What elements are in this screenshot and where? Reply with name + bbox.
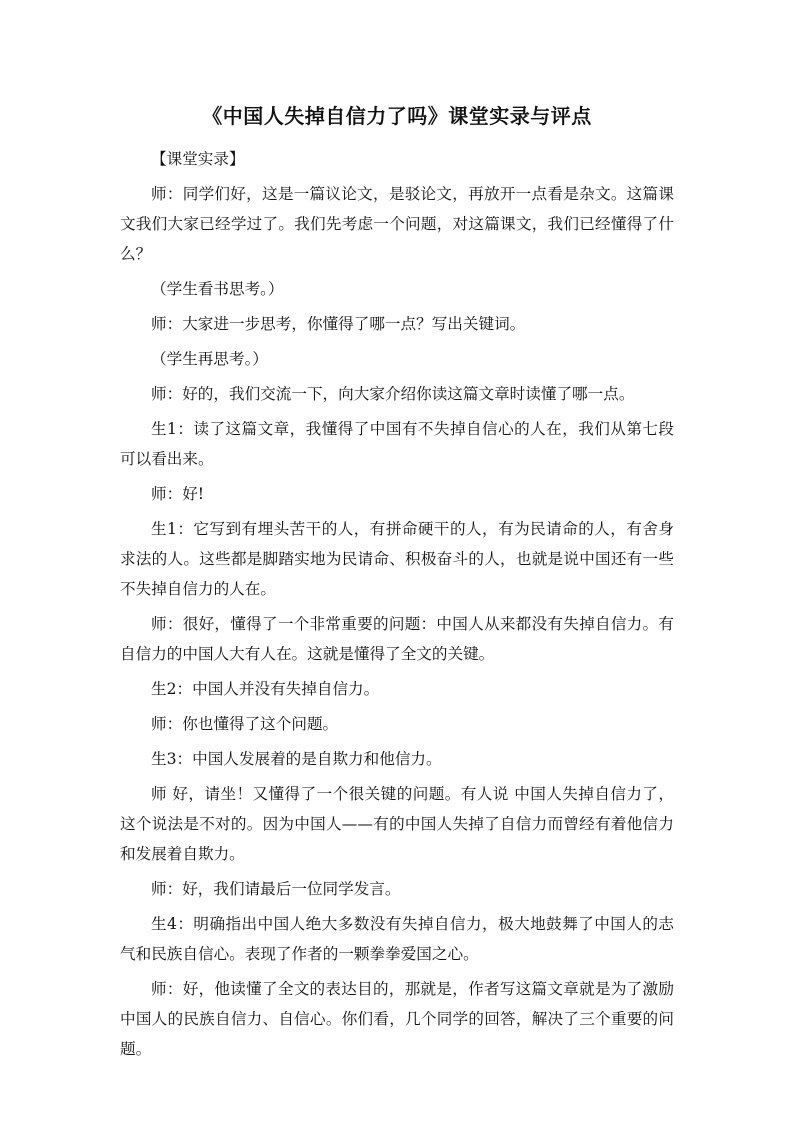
paragraph: 师：你也懂得了这个问题。 [151,715,339,733]
paragraph: （学生再思考。） [151,350,268,368]
paragraph: 师：好! [151,485,205,503]
paragraph: 师 好，请坐！又懂得了一个很关键的问题。有人说 中国人失掉自信力了，这个说法是不对的。因为中国人——有的中国人失掉了自信力而曾经有着他信力和发展着自欺力。 [120,785,674,863]
paragraph: 师：大家进一步思考，你懂得了哪一点？写出关键词。 [151,315,526,333]
paragraph: 生1：读了这篇文章，我懂得了中国有不失掉自信心的人在，我们从第七段可以看出来。 [120,420,674,468]
paragraph: 师：好，我们请最后一位同学发言。 [151,880,401,898]
paragraph: 师：同学们好，这是一篇议论文，是驳论文，再放开一点看是杂文。这篇课文我们大家已经学过了。我们先考虑一个问题，对这篇课文，我们已经懂得了什么？ [120,185,674,263]
paragraph: 生2：中国人并没有失掉自信力。 [151,680,380,698]
paragraph: 师：好的，我们交流一下，向大家介绍你读这篇文章时读懂了哪一点。 [151,385,635,403]
paragraph: （学生看书思考。） [151,280,284,298]
paragraph: 生3：中国人发展着的是自欺力和他信力。 [151,750,442,768]
paragraph: 生1：它写到有埋头苦干的人，有拼命硬干的人，有为民请命的人，有舍身求法的人。这些都是脚踏实地为民请命、积极奋斗的人，也就是说中国还有一些不失掉自信力的人在。 [120,520,674,598]
paragraph: 师：好，他读懂了全文的表达目的，那就是，作者写这篇文章就是为了激励中国人的民族自信力、自信心。你们看，几个同学的回答，解决了三个重要的问题。 [120,980,674,1058]
paragraph: 生4：明确指出中国人绝大多数没有失掉自信力，极大地鼓舞了中国人的志气和民族自信心。表现了作者的一颗拳拳爱国之心。 [120,915,674,963]
section-label: 【课堂实录】 [151,150,245,168]
paragraph: 师：很好，懂得了一个非常重要的问题：中国人从来都没有失掉自信力。有自信力的中国人大有人在。这就是懂得了全文的关键。 [120,615,674,663]
document-title: 《中国人失掉自信力了吗》课堂实录与评点 [202,104,592,128]
